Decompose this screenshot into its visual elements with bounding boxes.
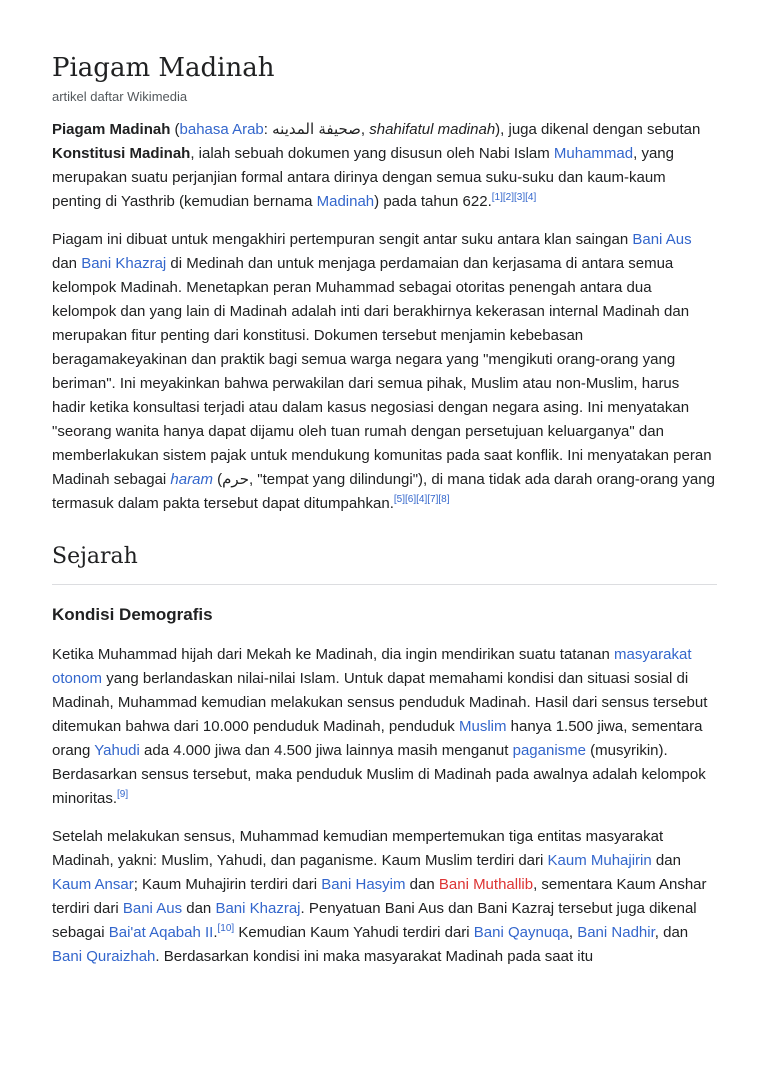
paragraph-demografis (52, 643, 716, 811)
link-haram[interactable] (170, 471, 213, 488)
text: : صحيفة المدينه, (263, 121, 370, 138)
page-subtitle: artikel daftar Wikimedia (52, 89, 188, 104)
text: . Berdasarkan kondisi ini maka masyarakat Madinah pada saat itu (155, 948, 594, 965)
link-kaum-muhajirin[interactable]: Kaum Muhajirin (547, 852, 652, 869)
citation-link[interactable]: [9] (117, 789, 129, 800)
link-muhammad[interactable]: Muhammad (553, 145, 634, 162)
text: ( (170, 121, 180, 138)
citation-link[interactable]: [4] (416, 494, 428, 505)
paragraph-piagam (52, 228, 716, 516)
citation-link[interactable]: [4] (525, 192, 537, 203)
link-bani-aus[interactable]: Bani Aus (122, 900, 183, 917)
bold-term: Piagam Madinah (52, 121, 171, 138)
article (0, 52, 768, 969)
citations (218, 923, 235, 934)
text: , sementara Kaum Anshar terdiri dari (52, 876, 707, 917)
link-bani-khazraj[interactable]: Bani Khazraj (81, 255, 167, 272)
text: dan (52, 255, 82, 272)
subsection-heading-demografis: Kondisi Demografis (52, 605, 213, 624)
link-bahasa-arab[interactable]: bahasa Arab (179, 121, 264, 138)
link-yahudi[interactable]: Yahudi (94, 742, 140, 759)
link-muslim[interactable]: Muslim (458, 718, 507, 735)
link-bani-hasyim[interactable]: Bani Hasyim (321, 876, 406, 893)
citation-link[interactable]: [1] (491, 192, 503, 203)
text: ada 4.000 jiwa dan 4.500 jiwa lainnya masih menganut (139, 742, 513, 759)
citations (117, 789, 128, 800)
text: Piagam ini dibuat untuk mengakhiri pertempuran sengit antar suku antara klan saingan (52, 231, 633, 248)
citation-link[interactable]: [6] (405, 494, 417, 505)
link-kaum-ansar[interactable]: Kaum Ansar (52, 876, 134, 893)
paragraph-sensus (52, 825, 716, 969)
text: (musyrikin). Berdasarkan sensus tersebut, maka penduduk Muslim di Madinah pada awalnya adalah kelompok minoritas. (52, 742, 706, 807)
text: Ketika Muhammad hijah dari Mekah ke Madinah, dia ingin mendirikan suatu tatanan (52, 646, 614, 663)
text: dan (182, 900, 216, 917)
page-title: Piagam Madinah (52, 53, 275, 83)
text: Kemudian Kaum Yahudi terdiri dari (234, 924, 474, 941)
link-bani-quraizhah[interactable]: Bani Quraizhah (52, 948, 156, 965)
text: ; Kaum Muhajirin terdiri dari (133, 876, 322, 893)
text: (حرم, "tempat yang dilindungi"), di mana tidak ada darah orang-orang yang termasuk dalam pakta tersebut dapat ditumpahkan. (52, 471, 715, 512)
citations (492, 192, 537, 203)
text: Setelah melakukan sensus, Muhammad kemudian mempertemukan tiga entitas masyarakat Madinah, yakni: Muslim, Yahudi, dan paganisme. Kaum Muslim terdiri dari (52, 828, 664, 869)
link-text: haram (170, 471, 213, 488)
link-bani-qaynuqa[interactable]: Bani Qaynuqa (473, 924, 569, 941)
citation-link[interactable]: [10] (217, 923, 235, 934)
link-baiat-aqabah[interactable]: Bai'at Aqabah II (108, 924, 214, 941)
citation-link[interactable]: [2] (502, 192, 515, 203)
link-bani-khazraj[interactable]: Bani Khazraj (215, 900, 301, 917)
link-paganisme[interactable]: paganisme (512, 742, 586, 759)
text: dan (405, 876, 439, 893)
citation-link[interactable]: [7] (427, 494, 439, 505)
text: , (568, 924, 578, 941)
text: , ialah sebuah dokumen yang disusun oleh Nabi Islam (190, 145, 554, 162)
text: di Medinah dan untuk menjaga perdamaian dan kerjasama di antara semua kelompok Madinah. Menetapkan peran Muhammad sebagai otoritas penengah antara dua kelompok dan yang lain di Madinah adalah inti dari berakhirnya kekerasan internal Madinah dan merupakan fitur penting dari konstitusi. Dokumen tersebut menjamin kebebasan beragamakeyakinan dan praktik bagi semua warga negara yang "mengikuti orang-orang yang beriman". Ini meyakinkan bahwa perwakilan dari semua pihak, Muslim atau non-Muslim, harus hadir ketika konsultasi terjadi atau dalam kasus negosiasi dengan negara asing. Ini menyatakan "seorang wanita hanya dapat dijamu oleh tuan rumah dengan persetujuan keluarganya" dan memberlakukan sistem pajak untuk mendukung komunitas pada saat konflik. Ini menyatakan peran Madinah sebagai (52, 255, 712, 488)
intro-paragraph (52, 118, 716, 214)
text: ) pada tahun 622. (374, 193, 492, 210)
link-madinah[interactable]: Madinah (316, 193, 375, 210)
text: dan (651, 852, 681, 869)
link-bani-nadhir[interactable]: Bani Nadhir (577, 924, 655, 941)
text: , yang merupakan suatu perjanjian formal antara dirinya dengan semua suku-suku dan kaum-kaum penting di Yasthrib (kemudian bernama (52, 145, 674, 210)
text: hanya 1.500 jiwa, sementara orang (52, 718, 703, 759)
text: ), juga dikenal dengan sebutan (495, 121, 701, 138)
text: , dan (654, 924, 689, 941)
citations (394, 494, 450, 505)
bold-term: Konstitusi Madinah (52, 145, 191, 162)
text: yang berlandaskan nilai-nilai Islam. Untuk dapat memahami kondisi dan situasi sosial di Madinah, Muhammad kemudian melakukan sensus penduduk Madinah. Hasil dari sensus tersebut ditemukan bahwa dari 10.000 penduduk Madinah, penduduk (52, 670, 708, 735)
redlink-bani-muthallib[interactable]: Bani Muthallib (438, 876, 534, 893)
section-heading-sejarah: Sejarah (52, 542, 717, 585)
link-masyarakat-otonom[interactable]: masyarakat otonom (52, 646, 692, 687)
italic-term: shahifatul madinah (369, 121, 496, 138)
citation-link[interactable]: [3] (514, 192, 526, 203)
link-bani-aus[interactable]: Bani Aus (632, 231, 692, 248)
text: . (213, 924, 218, 941)
text: . Penyatuan Bani Aus dan Bani Kazraj tersebut juga dikenal sebagai (52, 900, 697, 941)
citation-link[interactable]: [8] (438, 494, 450, 505)
citation-link[interactable]: [5] (393, 494, 405, 505)
